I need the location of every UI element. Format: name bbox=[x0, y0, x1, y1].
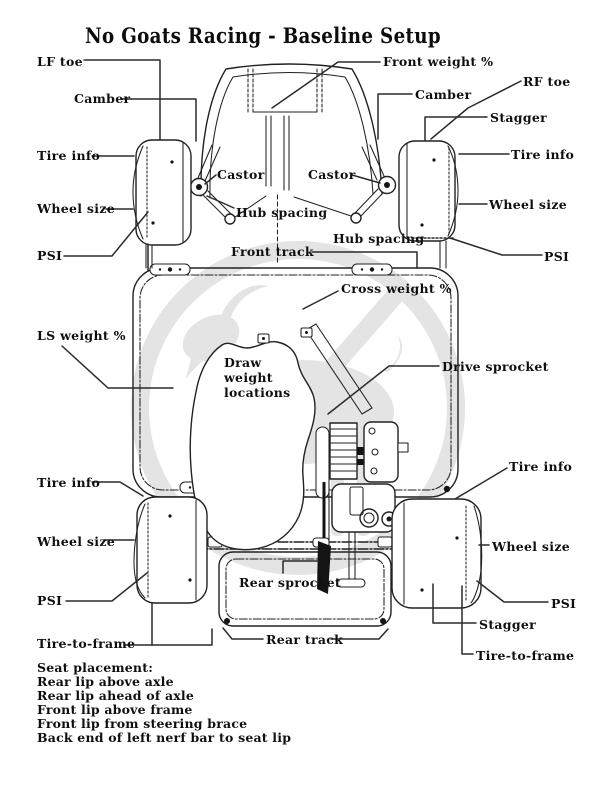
leader-tire-info-rear-right bbox=[455, 468, 507, 499]
label-wheel-size-rear-right: Wheel size bbox=[492, 539, 570, 554]
label-draw-weight-line1: Draw bbox=[224, 355, 262, 370]
label-lf-toe: LF toe bbox=[37, 54, 83, 69]
label-wheel-size-front-left: Wheel size bbox=[37, 201, 115, 216]
rear-left-tire bbox=[134, 497, 207, 603]
label-psi-rear-left: PSI bbox=[37, 593, 63, 608]
leader-tire-to-frame-left bbox=[124, 629, 212, 645]
label-wheel-size-front-right: Wheel size bbox=[489, 197, 567, 212]
label-draw-weight-line3: locations bbox=[224, 385, 291, 400]
leader-psi-front-right bbox=[450, 238, 542, 255]
label-castor-left: Castor bbox=[217, 167, 265, 182]
label-stagger-rear: Stagger bbox=[479, 617, 537, 632]
seat-placement-heading: Seat placement: bbox=[37, 660, 154, 675]
label-tire-info-front-left: Tire info bbox=[37, 148, 101, 163]
front-right-tire bbox=[399, 141, 458, 241]
label-hub-spacing-left: Hub spacing bbox=[236, 205, 328, 220]
label-camber-left: Camber bbox=[74, 91, 131, 106]
label-front-track: Front track bbox=[231, 244, 314, 259]
label-stagger-front: Stagger bbox=[490, 110, 548, 125]
seat-placement-line-5: Back end of left nerf bar to seat lip bbox=[37, 730, 292, 745]
leader-hub-spacing-left bbox=[207, 196, 234, 208]
label-ls-weight: LS weight % bbox=[37, 328, 126, 343]
label-tire-info-front-right: Tire info bbox=[511, 147, 575, 162]
label-tire-to-frame-right: Tire-to-frame bbox=[476, 648, 575, 663]
seat-placement-line-4: Front lip from steering brace bbox=[37, 716, 248, 731]
leader-cross-weight bbox=[303, 291, 338, 309]
seat-placement-line-1: Rear lip above axle bbox=[37, 674, 174, 689]
label-tire-info-rear-right: Tire info bbox=[509, 459, 573, 474]
label-tire-info-rear-left: Tire info bbox=[37, 475, 101, 490]
page-title: No Goats Racing - Baseline Setup bbox=[85, 24, 441, 49]
leader-camber-left bbox=[122, 99, 196, 141]
leader-camber-right bbox=[378, 94, 412, 139]
label-psi-front-right: PSI bbox=[544, 249, 570, 264]
leader-rear-track-left bbox=[223, 628, 263, 639]
front-left-tire bbox=[133, 140, 191, 245]
leader-front-weight bbox=[272, 62, 380, 108]
label-psi-front-left: PSI bbox=[37, 248, 63, 263]
label-castor-right: Castor bbox=[308, 167, 356, 182]
rear-right-tire bbox=[392, 499, 482, 608]
seat-placement-notes bbox=[37, 660, 291, 745]
label-draw-weight-line2: weight bbox=[224, 370, 273, 385]
label-rear-sprocket: Rear sprocket bbox=[239, 575, 341, 590]
label-rear-track: Rear track bbox=[266, 632, 344, 647]
label-rf-toe: RF toe bbox=[523, 74, 571, 89]
label-psi-rear-right: PSI bbox=[551, 596, 577, 611]
seat-placement-line-3: Front lip above frame bbox=[37, 702, 193, 717]
label-wheel-size-rear-left: Wheel size bbox=[37, 534, 115, 549]
label-front-weight: Front weight % bbox=[383, 54, 494, 69]
label-hub-spacing-right: Hub spacing bbox=[333, 231, 425, 246]
label-drive-sprocket: Drive sprocket bbox=[442, 359, 549, 374]
seat-placement-line-2: Rear lip ahead of axle bbox=[37, 688, 195, 703]
label-tire-to-frame-left: Tire-to-frame bbox=[37, 636, 136, 651]
label-cross-weight: Cross weight % bbox=[341, 281, 452, 296]
label-camber-right: Camber bbox=[415, 87, 472, 102]
leader-psi-rear-right bbox=[477, 581, 548, 602]
